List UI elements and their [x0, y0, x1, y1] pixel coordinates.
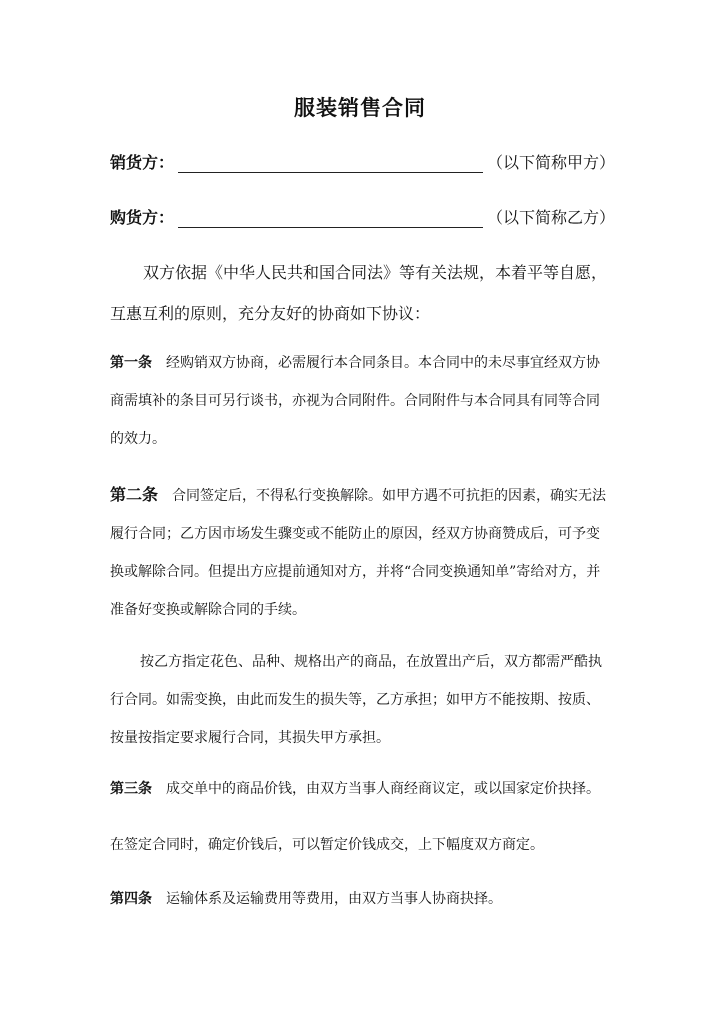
seller-name-blank — [178, 156, 483, 173]
buyer-name-blank — [178, 211, 483, 228]
article-2 — [110, 476, 610, 629]
seller-line — [110, 150, 615, 173]
buyer-line — [110, 205, 615, 228]
article-3 — [110, 770, 610, 808]
article-2-continued: 按乙方指定花色、品种、规格出产的商品，在放置出产后，双方都需严酷执行合同。如需变换，由此而发生的损失等，乙方承担；如甲方不能按期、按质、按量按指定要求履行合同，其损失甲方承担。 — [110, 654, 602, 746]
document-title: 服装销售合同 — [294, 95, 426, 120]
seller-label: 销货方： — [110, 153, 175, 172]
seller-note: （以下简称甲方） — [486, 153, 615, 172]
article-3-continued: 在签定合同时，确定价钱后，可以暂定价钱成交，上下幅度双方商定。 — [110, 837, 544, 853]
article-2-heading: 第二条 — [110, 485, 159, 504]
article-4-text: 运输体系及运输费用等费用，由双方当事人协商抉择。 — [166, 891, 502, 907]
article-1-text: 经购销双方协商，必需履行本合同条目。本合同中的未尽事宜经双方协商需填补的条目可另行谈书，亦视为合同附件。合同附件与本合同具有同等合同的效力。 — [110, 355, 600, 447]
article-1-heading: 第一条 — [110, 355, 152, 371]
article-1 — [110, 344, 610, 458]
article-4 — [110, 880, 610, 918]
buyer-note: （以下简称乙方） — [486, 208, 615, 227]
article-3-text: 成交单中的商品价钱，由双方当事人商经商议定，或以国家定价抉择。 — [166, 781, 600, 797]
article-4-heading: 第四条 — [110, 891, 152, 907]
article-2-text: 合同签定后，不得私行变换解除。如甲方遇不可抗拒的因素，确实无法履行合同；乙方因市场发生骤变或不能防止的原因，经双方协商赞成后，可予变换或解除合同。但提出方应提前通知对方，并将“合同变换通知单”寄给对方，并准备好变换或解除合同的手续。 — [110, 488, 607, 618]
intro-paragraph: 双方依据《中华人民共和国合同法》等有关法规，本着平等自愿，互惠互利的原则，充分友好的协商如下协议： — [110, 263, 608, 323]
article-3-heading: 第三条 — [110, 781, 152, 797]
buyer-label: 购货方： — [110, 208, 175, 227]
